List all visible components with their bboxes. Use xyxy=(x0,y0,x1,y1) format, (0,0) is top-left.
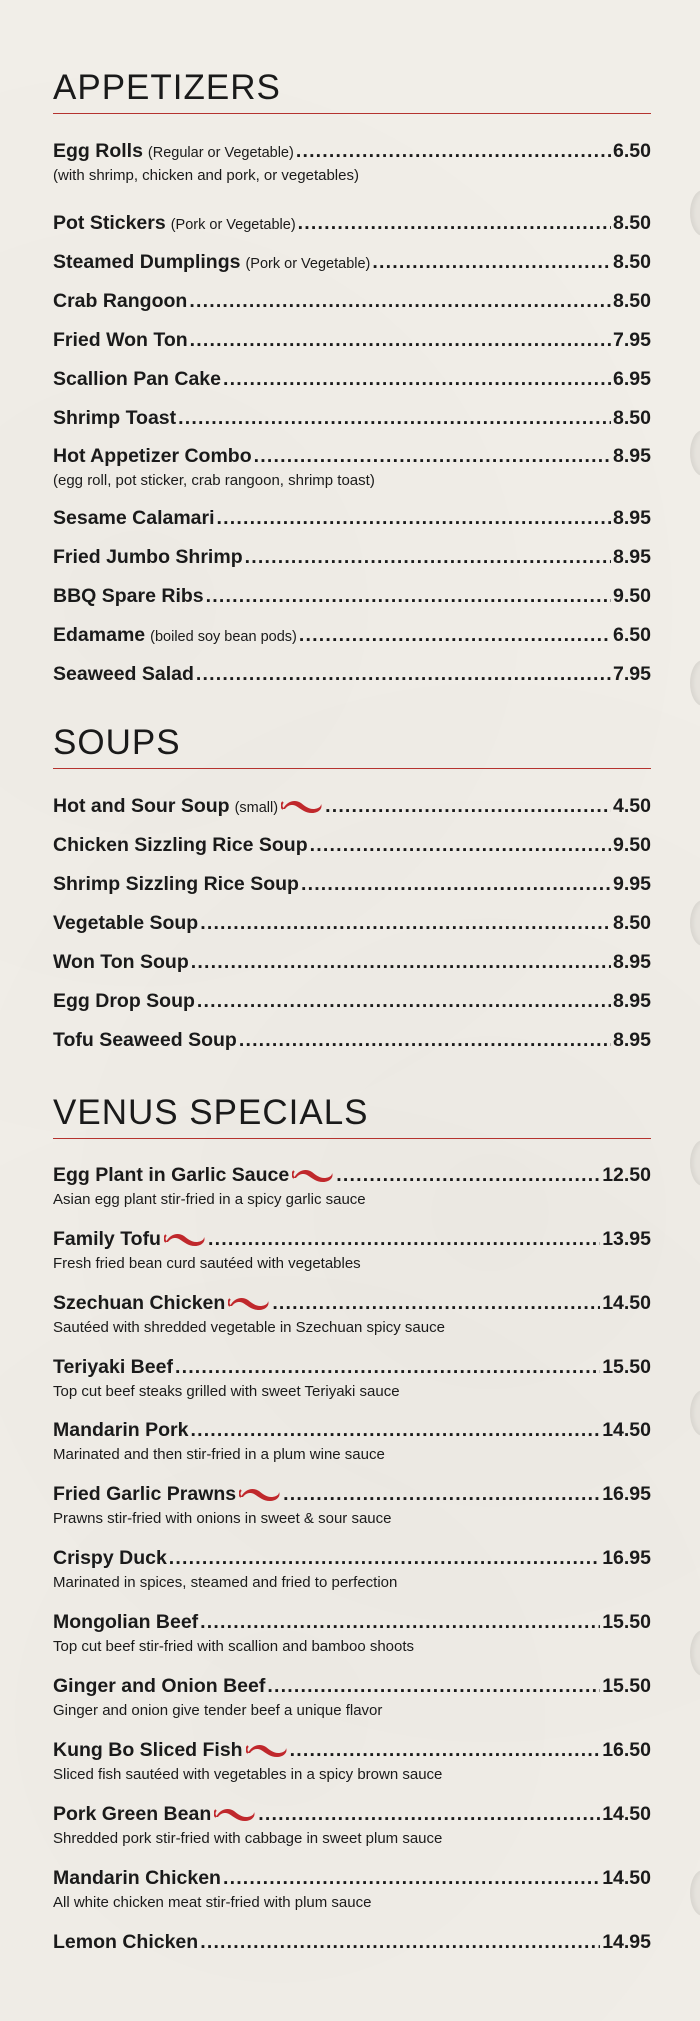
section-venus-specials xyxy=(53,1093,651,1139)
menu-item-chicken-sizzling-rice-soup xyxy=(53,832,651,858)
item-name: Crispy Duck xyxy=(53,1547,167,1569)
item-description: Prawns stir-fried with onions in sweet & sour sauce xyxy=(53,1510,392,1527)
menu-item-line xyxy=(53,249,651,275)
page-edge-tab xyxy=(690,900,700,946)
menu-item-line xyxy=(53,505,651,531)
item-name: Won Ton Soup xyxy=(53,951,189,973)
menu-item-bbq-spare-ribs xyxy=(53,583,651,609)
dot-leader xyxy=(175,1354,600,1380)
menu-item-egg-drop-soup xyxy=(53,988,651,1014)
item-price: 7.95 xyxy=(613,663,651,685)
dot-leader xyxy=(296,138,611,164)
menu-item-edamame xyxy=(53,622,651,648)
menu-item-line xyxy=(53,288,651,314)
item-description: Asian egg plant stir-fried in a spicy garlic sauce xyxy=(53,1191,366,1208)
menu-item-line xyxy=(53,1609,651,1635)
menu-item-egg-rolls xyxy=(53,138,651,186)
section-title: APPETIZERS xyxy=(53,68,281,107)
dot-leader xyxy=(254,443,611,469)
menu-item-line xyxy=(53,910,651,936)
item-price: 14.95 xyxy=(602,1931,651,1953)
menu-item-line xyxy=(53,1290,651,1316)
menu-item-line xyxy=(53,405,651,431)
item-price: 12.50 xyxy=(602,1164,651,1186)
dot-leader xyxy=(200,1609,600,1635)
item-name: Scallion Pan Cake xyxy=(53,368,221,390)
item-name: Family Tofu xyxy=(53,1228,161,1250)
item-price: 14.50 xyxy=(602,1803,651,1825)
dot-leader xyxy=(290,1737,601,1763)
item-name: Crab Rangoon xyxy=(53,290,188,312)
item-price: 4.50 xyxy=(613,795,651,817)
menu-item-line xyxy=(53,949,651,975)
chili-pepper-icon xyxy=(214,1806,256,1822)
item-description: (with shrimp, chicken and pork, or vegetables) xyxy=(53,167,359,184)
item-description: All white chicken meat stir-fried with plum sauce xyxy=(53,1894,372,1911)
item-name: Shrimp Toast xyxy=(53,407,177,429)
item-price: 6.50 xyxy=(613,624,651,646)
item-name: Egg Drop Soup xyxy=(53,990,195,1012)
menu-item-line xyxy=(53,1027,651,1053)
item-name: Hot Appetizer Combo xyxy=(53,445,252,467)
menu-item-egg-plant-in-garlic-sauce xyxy=(53,1162,651,1210)
menu-item-line xyxy=(53,1417,651,1443)
dot-leader xyxy=(258,1801,600,1827)
menu-item-line xyxy=(53,1354,651,1380)
dot-leader xyxy=(197,988,611,1014)
chili-pepper-icon xyxy=(292,1167,334,1183)
menu-item-ginger-and-onion-beef xyxy=(53,1673,651,1721)
menu-item-line xyxy=(53,988,651,1014)
item-price: 8.50 xyxy=(613,290,651,312)
menu-item-line xyxy=(53,1481,651,1507)
section-soups xyxy=(53,723,651,769)
item-description: Sautéed with shredded vegetable in Szechuan spicy sauce xyxy=(53,1319,445,1336)
menu-item-pot-stickers xyxy=(53,210,651,236)
dot-leader xyxy=(310,832,611,858)
menu-item-line xyxy=(53,138,651,164)
menu-item-line xyxy=(53,1545,651,1571)
menu-item-line xyxy=(53,443,651,469)
item-name: Fried Won Ton xyxy=(53,329,188,351)
item-price: 8.95 xyxy=(613,445,651,467)
dot-leader xyxy=(196,661,611,687)
menu-item-won-ton-soup xyxy=(53,949,651,975)
menu-item-kung-bo-sliced-fish xyxy=(53,1737,651,1785)
dot-leader xyxy=(223,366,611,392)
dot-leader xyxy=(189,288,611,314)
item-name: Pot Stickers xyxy=(53,212,166,234)
menu-item-scallion-pan-cake xyxy=(53,366,651,392)
page-edge-tab xyxy=(690,1390,700,1436)
menu-item-line xyxy=(53,1226,651,1252)
menu-item-teriyaki-beef xyxy=(53,1354,651,1402)
item-note: (Pork or Vegetable) xyxy=(170,217,296,233)
item-name: Pork Green Bean xyxy=(53,1803,212,1825)
item-name: Fried Garlic Prawns xyxy=(53,1483,237,1505)
menu-item-line xyxy=(53,1737,651,1763)
item-name: Sesame Calamari xyxy=(53,507,215,529)
menu-item-line xyxy=(53,661,651,687)
item-price: 8.50 xyxy=(613,212,651,234)
item-note: (boiled soy bean pods) xyxy=(150,629,297,645)
menu-item-line xyxy=(53,622,651,648)
item-name: Mongolian Beef xyxy=(53,1611,199,1633)
item-note: (small) xyxy=(234,800,279,816)
item-price: 13.95 xyxy=(602,1228,651,1250)
item-price: 8.95 xyxy=(613,951,651,973)
item-price: 14.50 xyxy=(602,1292,651,1314)
menu-item-hot-appetizer-combo xyxy=(53,443,651,491)
menu-item-mandarin-pork xyxy=(53,1417,651,1465)
section-divider xyxy=(53,1138,651,1139)
menu-item-line xyxy=(53,871,651,897)
dot-leader xyxy=(191,949,611,975)
menu-item-line xyxy=(53,832,651,858)
item-description: Marinated and then stir-fried in a plum wine sauce xyxy=(53,1446,385,1463)
item-name: Edamame xyxy=(53,624,146,646)
dot-leader xyxy=(208,1226,600,1252)
item-price: 8.95 xyxy=(613,990,651,1012)
dot-leader xyxy=(169,1545,600,1571)
menu-item-fried-garlic-prawns xyxy=(53,1481,651,1529)
item-name: Egg Plant in Garlic Sauce xyxy=(53,1164,290,1186)
dot-leader xyxy=(298,210,611,236)
dot-leader xyxy=(372,249,611,275)
dot-leader xyxy=(206,583,611,609)
item-price: 6.50 xyxy=(613,140,651,162)
menu-item-steamed-dumplings xyxy=(53,249,651,275)
item-description: Shredded pork stir-fried with cabbage in sweet plum sauce xyxy=(53,1830,443,1847)
dot-leader xyxy=(245,544,611,570)
menu-item-line xyxy=(53,793,651,819)
menu-item-vegetable-soup xyxy=(53,910,651,936)
item-name: Mandarin Chicken xyxy=(53,1867,221,1889)
dot-leader xyxy=(239,1027,611,1053)
chili-pepper-icon xyxy=(246,1742,288,1758)
menu-item-line xyxy=(53,1801,651,1827)
menu-item-line xyxy=(53,1673,651,1699)
menu-item-line xyxy=(53,544,651,570)
item-name: Egg Rolls xyxy=(53,140,143,162)
item-name: BBQ Spare Ribs xyxy=(53,585,204,607)
menu-item-mongolian-beef xyxy=(53,1609,651,1657)
dot-leader xyxy=(200,910,611,936)
item-name: Mandarin Pork xyxy=(53,1419,189,1441)
item-price: 16.95 xyxy=(602,1547,651,1569)
menu-item-seaweed-salad xyxy=(53,661,651,687)
item-description: Fresh fried bean curd sautéed with vegetables xyxy=(53,1255,361,1272)
menu-item-line xyxy=(53,1929,651,1955)
dot-leader xyxy=(336,1162,600,1188)
item-name: Szechuan Chicken xyxy=(53,1292,226,1314)
item-price: 9.50 xyxy=(613,585,651,607)
item-price: 8.95 xyxy=(613,1029,651,1051)
page-edge-tab xyxy=(690,190,700,236)
menu-item-line xyxy=(53,1865,651,1891)
dot-leader xyxy=(200,1929,600,1955)
section-divider xyxy=(53,113,651,114)
menu-item-pork-green-bean xyxy=(53,1801,651,1849)
menu-item-szechuan-chicken xyxy=(53,1290,651,1338)
item-price: 15.50 xyxy=(602,1675,651,1697)
menu-item-shrimp-toast xyxy=(53,405,651,431)
menu-item-line xyxy=(53,583,651,609)
item-price: 6.95 xyxy=(613,368,651,390)
item-name: Teriyaki Beef xyxy=(53,1356,173,1378)
dot-leader xyxy=(301,871,611,897)
dot-leader xyxy=(325,793,611,819)
item-price: 7.95 xyxy=(613,329,651,351)
chili-pepper-icon xyxy=(228,1295,270,1311)
menu-item-hot-and-sour-soup xyxy=(53,793,651,819)
item-name: Chicken Sizzling Rice Soup xyxy=(53,834,308,856)
page-edge-tab xyxy=(690,1630,700,1676)
item-name: Kung Bo Sliced Fish xyxy=(53,1739,243,1761)
item-name: Hot and Sour Soup xyxy=(53,795,230,817)
dot-leader xyxy=(267,1673,600,1699)
item-description: Ginger and onion give tender beef a unique flavor xyxy=(53,1702,383,1719)
item-name: Tofu Seaweed Soup xyxy=(53,1029,237,1051)
item-note: (Regular or Vegetable) xyxy=(147,145,294,161)
dot-leader xyxy=(283,1481,600,1507)
menu-item-line xyxy=(53,210,651,236)
chili-pepper-icon xyxy=(164,1231,206,1247)
item-description: Sliced fish sautéed with vegetables in a spicy brown sauce xyxy=(53,1766,443,1783)
item-name: Lemon Chicken xyxy=(53,1931,199,1953)
item-name: Ginger and Onion Beef xyxy=(53,1675,266,1697)
section-divider xyxy=(53,768,651,769)
menu-item-fried-won-ton xyxy=(53,327,651,353)
item-description: Top cut beef stir-fried with scallion and bamboo shoots xyxy=(53,1638,415,1655)
item-price: 16.50 xyxy=(602,1739,651,1761)
item-name: Vegetable Soup xyxy=(53,912,199,934)
item-description: Marinated in spices, steamed and fried to perfection xyxy=(53,1574,398,1591)
dot-leader xyxy=(272,1290,600,1316)
dot-leader xyxy=(299,622,611,648)
item-price: 14.50 xyxy=(602,1419,651,1441)
page-edge-tab xyxy=(690,1870,700,1916)
dot-leader xyxy=(190,1417,600,1443)
dot-leader xyxy=(190,327,611,353)
menu-item-lemon-chicken xyxy=(53,1929,651,1955)
item-name: Seaweed Salad xyxy=(53,663,194,685)
item-price: 15.50 xyxy=(602,1611,651,1633)
item-price: 8.50 xyxy=(613,251,651,273)
item-name: Shrimp Sizzling Rice Soup xyxy=(53,873,299,895)
menu-item-tofu-seaweed-soup xyxy=(53,1027,651,1053)
page-edge-tab xyxy=(690,1140,700,1186)
item-price: 8.95 xyxy=(613,507,651,529)
dot-leader xyxy=(223,1865,600,1891)
menu-item-mandarin-chicken xyxy=(53,1865,651,1913)
section-appetizers xyxy=(53,68,651,114)
chili-pepper-icon xyxy=(281,798,323,814)
item-price: 16.95 xyxy=(602,1483,651,1505)
item-price: 9.50 xyxy=(613,834,651,856)
item-description: (egg roll, pot sticker, crab rangoon, shrimp toast) xyxy=(53,472,375,489)
item-price: 8.95 xyxy=(613,546,651,568)
item-price: 14.50 xyxy=(602,1867,651,1889)
item-name: Fried Jumbo Shrimp xyxy=(53,546,243,568)
section-title: VENUS SPECIALS xyxy=(53,1093,369,1132)
menu-item-crispy-duck xyxy=(53,1545,651,1593)
page-edge-tab xyxy=(690,660,700,706)
chili-pepper-icon xyxy=(239,1486,281,1502)
section-title: SOUPS xyxy=(53,723,181,762)
menu-item-line xyxy=(53,1162,651,1188)
menu-item-sesame-calamari xyxy=(53,505,651,531)
item-note: (Pork or Vegetable) xyxy=(245,256,371,272)
menu-item-crab-rangoon xyxy=(53,288,651,314)
item-price: 9.95 xyxy=(613,873,651,895)
dot-leader xyxy=(217,505,612,531)
menu-item-shrimp-sizzling-rice-soup xyxy=(53,871,651,897)
dot-leader xyxy=(178,405,611,431)
menu-item-line xyxy=(53,327,651,353)
item-price: 15.50 xyxy=(602,1356,651,1378)
menu-item-line xyxy=(53,366,651,392)
menu-item-fried-jumbo-shrimp xyxy=(53,544,651,570)
item-description: Top cut beef steaks grilled with sweet Teriyaki sauce xyxy=(53,1383,400,1400)
item-price: 8.50 xyxy=(613,407,651,429)
item-name: Steamed Dumplings xyxy=(53,251,241,273)
item-price: 8.50 xyxy=(613,912,651,934)
page-edge-tab xyxy=(690,430,700,476)
menu-item-family-tofu xyxy=(53,1226,651,1274)
